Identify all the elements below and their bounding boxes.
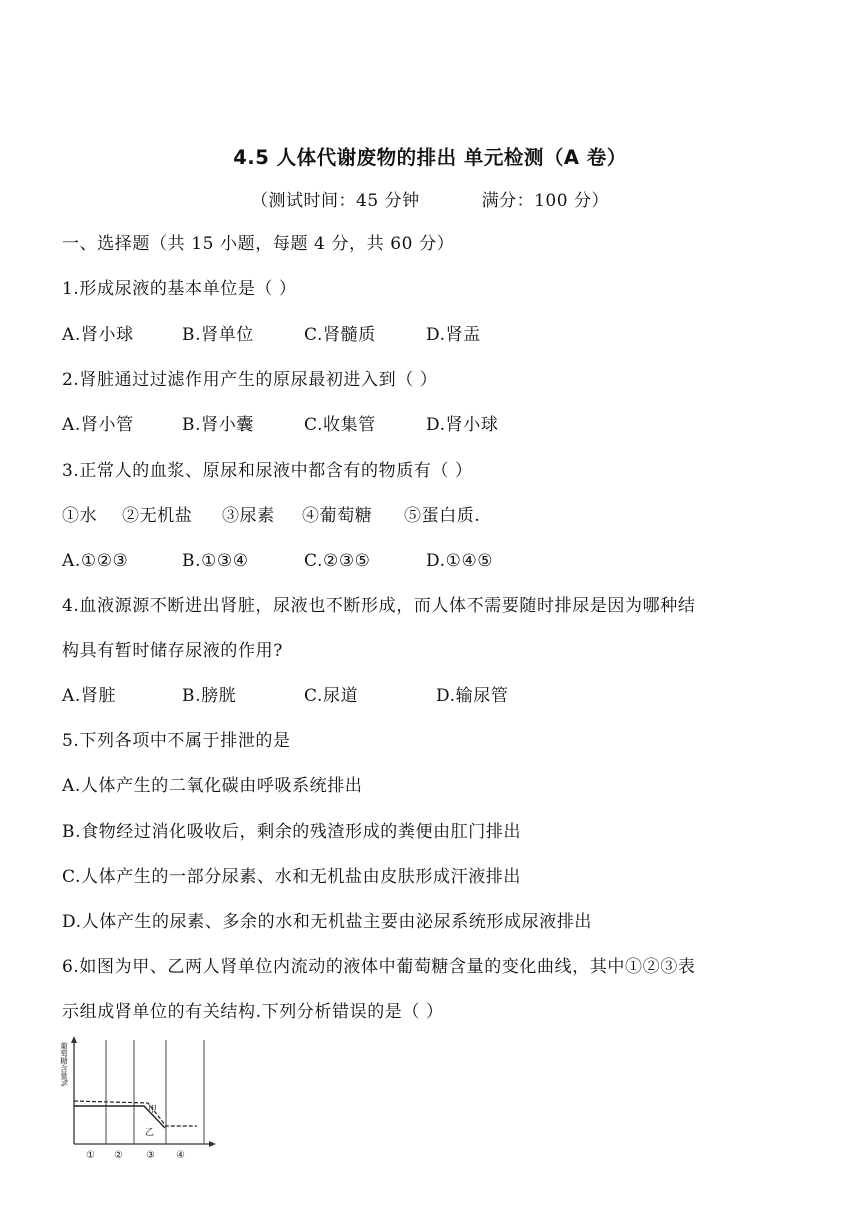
option-c: C.收集管 [304,415,376,435]
y-axis-arrow [71,1036,77,1043]
option-c: C.肾髓质 [304,325,376,345]
x-label-2: ② [114,1150,123,1161]
full-score: 满分：100 分） [481,191,609,211]
x-label-3: ③ [146,1150,155,1161]
option-b: B.肾单位 [182,325,254,345]
option-d: D.肾盂 [426,325,481,345]
y-axis-label: 葡萄糖含量% [59,1042,69,1087]
item-1: ①水 [62,506,98,526]
question-1-options [62,323,481,347]
test-time: （测试时间：45 分钟 [251,191,420,211]
item-2: ②无机盐 [122,506,193,526]
question-4-stem: 4.血液源源不断进出肾脏，尿液也不断形成，而人体不需要随时排尿是因为哪种结 [62,596,696,616]
x-axis-arrow [209,1141,216,1147]
series-label-jia: 甲 [148,1105,158,1115]
option-d: D.输尿管 [436,686,509,706]
item-5: ⑤蛋白质. [404,506,481,526]
question-3-options [62,549,493,573]
question-4-stem-cont: 构具有暂时储存尿液的作用? [62,641,283,661]
option-d: D.①④⑤ [426,551,494,571]
option-a: A.①②③ [62,551,129,571]
option-a: A.肾脏 [62,686,117,706]
question-3-items [62,504,480,528]
question-1-stem: 1.形成尿液的基本单位是（ ） [62,279,297,299]
question-2-stem: 2.肾脏通过过滤作用产生的原尿最初进入到（ ） [62,370,438,390]
curve-jia [74,1101,197,1126]
series-label-yi: 乙 [145,1128,155,1138]
section-heading: 一、选择题（共 15 小题，每题 4 分，共 60 分） [62,234,455,254]
question-3-stem: 3.正常人的血浆、原尿和尿液中都含有的物质有（ ） [62,461,473,481]
option-c: C.尿道 [304,686,359,706]
question-5-stem: 5.下列各项中不属于排泄的是 [62,731,291,751]
item-4: ④葡萄糖 [302,506,373,526]
x-label-4: ④ [176,1150,185,1161]
glucose-curve-figure [59,1034,222,1170]
question-5-option-b: B.食物经过消化吸收后，剩余的残渣形成的粪便由肛门排出 [62,822,522,842]
question-6-stem-cont: 示组成肾单位的有关结构.下列分析错误的是（ ） [62,1002,444,1022]
option-a: A.肾小球 [62,325,134,345]
option-b: B.①③④ [182,551,249,571]
question-5-option-d: D.人体产生的尿素、多余的水和无机盐主要由泌尿系统形成尿液排出 [62,912,593,932]
test-info [0,186,860,211]
question-2-options [62,413,498,437]
option-b: B.肾小囊 [182,415,254,435]
option-b: B.膀胱 [182,686,237,706]
page-title: 4.5 人体代谢废物的排出 单元检测（A 卷） [233,146,627,169]
question-4-options [62,684,508,708]
option-c: C.②③⑤ [304,551,371,571]
option-a: A.肾小管 [62,415,134,435]
question-5-option-a: A.人体产生的二氧化碳由呼吸系统排出 [62,776,363,796]
question-6-stem: 6.如图为甲、乙两人肾单位内流动的液体中葡萄糖含量的变化曲线，其中①②③表 [62,957,696,977]
option-d: D.肾小球 [426,415,499,435]
item-3: ③尿素 [222,506,275,526]
x-label-1: ① [86,1150,95,1161]
question-5-option-c: C.人体产生的一部分尿素、水和无机盐由皮肤形成汗液排出 [62,867,522,887]
